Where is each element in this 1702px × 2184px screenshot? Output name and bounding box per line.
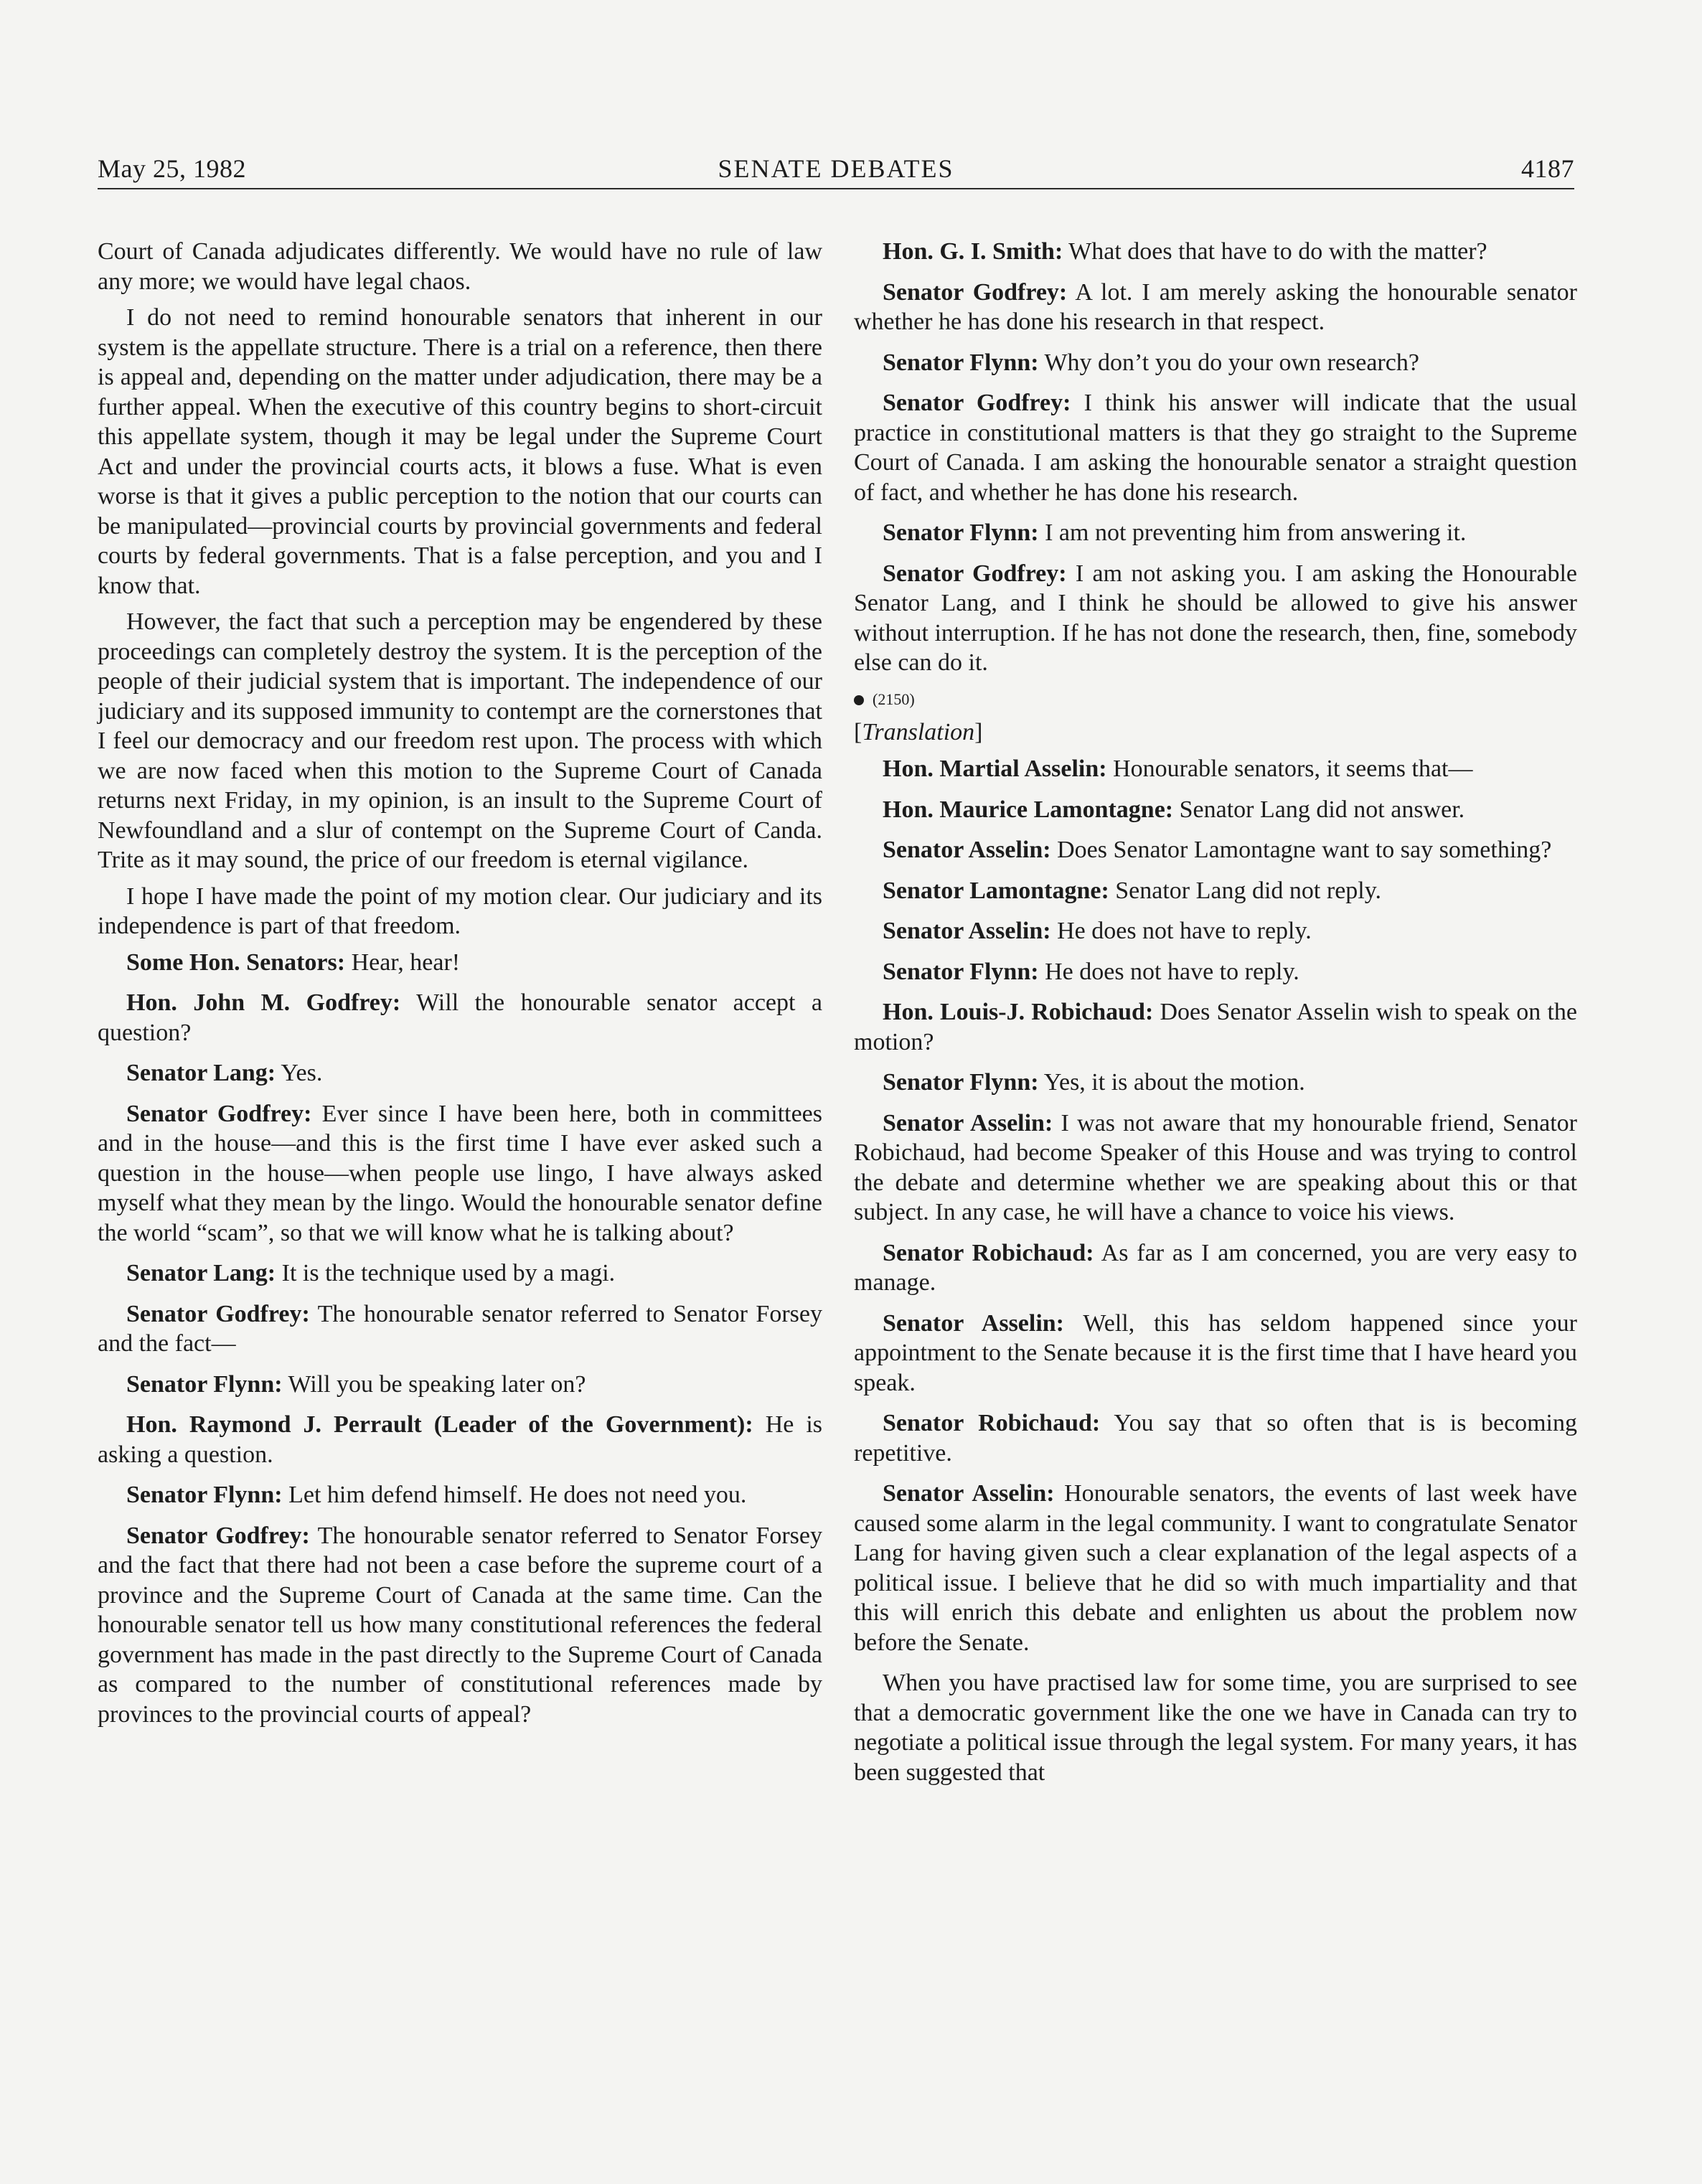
speaker-name: Senator Flynn: bbox=[126, 1482, 283, 1508]
text-paragraph bbox=[98, 237, 822, 296]
speaker-name: Senator Godfrey: bbox=[126, 1522, 310, 1549]
paragraph-text: Ever since I have been here, both in committees and in the house—and this is the first time I have ever asked such a question in the house—when people use lingo, I have always asked myself what they mean by the lingo. Would the honourable senator define the world “scam”, so that we will know what he is talking about? bbox=[98, 1100, 823, 1246]
speaker-name: Senator Robichaud: bbox=[883, 1410, 1101, 1436]
speaker-name: Hon. Maurice Lamontagne: bbox=[883, 796, 1174, 823]
paragraph-text: Well, this has seldom happened since your appointment to the Senate because it is the first time that I have heard you speak. bbox=[854, 1309, 1577, 1396]
text-paragraph bbox=[98, 607, 822, 875]
paragraph-text: He does not have to reply. bbox=[1057, 918, 1312, 944]
speaker-name: Senator Asselin: bbox=[883, 918, 1051, 944]
paragraph-text: Will the honourable senator accept a question? bbox=[98, 989, 823, 1046]
speaker-name: Hon. John M. Godfrey: bbox=[126, 989, 401, 1016]
paragraph-text: Court of Canada adjudicates differently. We would have no rule of law any more; we would have legal chaos. bbox=[98, 238, 822, 295]
speech-paragraph bbox=[98, 1480, 822, 1510]
paragraph-text: However, the fact that such a perception may be engendered by these proceedings can completely destroy the system. It is the perception of the people of their judicial system that is important. The independence of our judiciary and its supposed immunity to contempt are the cornerstones that I feel our democracy and our freedom rest upon. The process with which we are now faced when this motion to the Supreme Court of Canada returns next Friday, in my opinion, is an insult to the Supreme Court of Newfoundland and a slur of contempt on the Supreme Court of Canda. Trite as it may sound, the price of our freedom is eternal vigilance. bbox=[98, 608, 822, 873]
paragraph-text: Honourable senators, the events of last week have caused some alarm in the legal community. I want to congratulate Senator Lang for having given such a clear explanation of the legal aspects of a political issue. I believe that he did so with much impartiality and that this will enrich this debate and enlighten us about the problem now before the Senate. bbox=[854, 1480, 1577, 1656]
paragraph-text: I am not asking you. I am asking the Honourable Senator Lang, and I think he should be allowed to give his answer without interruption. If he has not done the research, then, fine, somebody else can do it. bbox=[854, 560, 1578, 676]
paragraph-text: Yes. bbox=[281, 1060, 323, 1086]
speech-paragraph bbox=[854, 795, 1577, 825]
speaker-name: Hon. Raymond J. Perrault (Leader of the Government): bbox=[126, 1411, 753, 1438]
paragraph-text: Hear, hear! bbox=[351, 949, 461, 976]
speech-paragraph bbox=[854, 348, 1577, 378]
speaker-name: Hon. G. I. Smith: bbox=[883, 238, 1063, 265]
speech-paragraph bbox=[854, 1238, 1577, 1298]
speech-paragraph bbox=[854, 1109, 1577, 1228]
speech-paragraph bbox=[854, 518, 1577, 548]
speaker-name: Senator Asselin: bbox=[883, 837, 1051, 863]
speech-paragraph bbox=[98, 1410, 822, 1469]
speaker-name: Senator Lang: bbox=[126, 1260, 276, 1286]
speech-paragraph bbox=[854, 997, 1577, 1057]
paragraph-text: Will you be speaking later on? bbox=[288, 1370, 586, 1398]
header-title: SENATE DEBATES bbox=[718, 154, 954, 183]
translation-label: Translation bbox=[862, 718, 975, 745]
paragraph-text: Does Senator Asselin wish to speak on the motion? bbox=[854, 999, 1577, 1055]
speech-paragraph bbox=[854, 876, 1577, 906]
speaker-name: Hon. Louis-J. Robichaud: bbox=[883, 999, 1154, 1025]
paragraph-text: Let him defend himself. He does not need you. bbox=[288, 1482, 747, 1508]
speaker-name: Senator Asselin: bbox=[883, 1109, 1053, 1136]
speaker-name: Senator Robichaud: bbox=[883, 1239, 1094, 1266]
header-page-number: 4187 bbox=[1521, 154, 1574, 183]
speaker-name: Senator Flynn: bbox=[883, 1069, 1039, 1096]
speech-paragraph bbox=[98, 948, 822, 978]
paragraph-text: When you have practised law for some time, you are surprised to see that a democratic government like the one we have in Canada can try to negotiate a political issue through the legal system. For many years, it has been suggested that bbox=[854, 1670, 1577, 1786]
speech-paragraph bbox=[854, 278, 1577, 337]
speaker-name: Senator Godfrey: bbox=[883, 390, 1071, 416]
paragraph-text: You say that so often that is is becoming repetitive. bbox=[854, 1410, 1577, 1467]
speaker-name: Senator Asselin: bbox=[883, 1309, 1065, 1337]
speaker-name: Hon. Martial Asselin: bbox=[883, 756, 1107, 782]
speech-paragraph bbox=[98, 1299, 822, 1359]
paragraph-text: Why don’t you do your own research? bbox=[1044, 349, 1419, 376]
paragraph-text: A lot. I am merely asking the honourable senator whether he has done his research in that respect. bbox=[854, 278, 1578, 335]
speech-paragraph bbox=[854, 1479, 1577, 1657]
speech-paragraph bbox=[98, 1058, 822, 1088]
paragraph-text: He is asking a question. bbox=[98, 1411, 822, 1468]
speaker-name: Senator Lamontagne: bbox=[883, 877, 1109, 904]
text-paragraph bbox=[854, 1668, 1577, 1787]
bullet-icon bbox=[854, 695, 864, 705]
paragraph-text: The honourable senator referred to Senator Forsey and the fact that there had not been a case before the supreme court of a province and the Supreme Court of Canada at the same time. Can the honourable senator tell us how many constitutional references the federal government has made in the past directly to the Supreme Court of Canada as compared to the number of constitutional references made by provinces to the provincial courts of appeal? bbox=[98, 1522, 822, 1728]
speaker-name: Senator Flynn: bbox=[883, 958, 1039, 985]
speech-paragraph bbox=[854, 835, 1577, 865]
speaker-name: Some Hon. Senators: bbox=[126, 949, 346, 976]
speech-paragraph bbox=[98, 988, 822, 1048]
speaker-name: Senator Lang: bbox=[126, 1060, 276, 1086]
speech-paragraph bbox=[98, 1370, 822, 1400]
paragraph-text: I am not preventing him from answering it. bbox=[1045, 519, 1467, 546]
speech-paragraph bbox=[854, 1408, 1577, 1468]
speech-paragraph bbox=[98, 1258, 822, 1289]
paragraph-text: I hope I have made the point of my motion clear. Our judiciary and its independence is part of that freedom. bbox=[98, 882, 822, 939]
right-column bbox=[854, 237, 1577, 1798]
left-column bbox=[98, 237, 822, 1740]
paragraph-text: Yes, it is about the motion. bbox=[1043, 1069, 1305, 1096]
time-marker-text: (2150) bbox=[873, 689, 915, 708]
speaker-name: Senator Flynn: bbox=[883, 349, 1039, 376]
translation-heading: [Translation] bbox=[854, 718, 983, 745]
speech-paragraph bbox=[854, 388, 1577, 507]
speaker-name: Senator Godfrey: bbox=[126, 1300, 310, 1327]
paragraph-text: Senator Lang did not answer. bbox=[1179, 796, 1465, 823]
paragraph-text: I think his answer will indicate that the usual practice in constitutional matters is that they go straight to the Supreme Court of Canada. I am asking the honourable senator a straight question of fact, and whether he has done his research. bbox=[854, 390, 1578, 506]
paragraph-text: He does not have to reply. bbox=[1045, 958, 1299, 985]
speech-paragraph bbox=[854, 559, 1577, 678]
speaker-name: Senator Flynn: bbox=[126, 1370, 283, 1398]
paragraph-text: As far as I am concerned, you are very easy to manage. bbox=[854, 1239, 1578, 1296]
speech-paragraph bbox=[854, 1309, 1577, 1398]
paragraph-text: It is the technique used by a magi. bbox=[281, 1260, 616, 1286]
right-column-part-b bbox=[854, 754, 1577, 1787]
speech-paragraph bbox=[854, 754, 1577, 784]
speech-paragraph bbox=[98, 1099, 822, 1248]
text-paragraph bbox=[98, 303, 822, 601]
speaker-name: Senator Godfrey: bbox=[883, 560, 1067, 587]
speech-paragraph bbox=[98, 1521, 822, 1730]
time-marker bbox=[854, 689, 1577, 710]
paragraph-text: The honourable senator referred to Senator Forsey and the fact— bbox=[98, 1300, 822, 1357]
header-date: May 25, 1982 bbox=[98, 154, 246, 183]
speaker-name: Senator Flynn: bbox=[883, 519, 1039, 546]
speaker-name: Senator Asselin: bbox=[883, 1480, 1055, 1507]
paragraph-text: I was not aware that my honourable friend, Senator Robichaud, had become Speaker of this House and was trying to control the debate and determine whether we are speaking about this or that subject. In any case, he will have a chance to voice his views. bbox=[854, 1109, 1578, 1225]
speech-paragraph bbox=[854, 916, 1577, 946]
speech-paragraph bbox=[854, 1068, 1577, 1098]
right-column-part-a bbox=[854, 237, 1577, 678]
paragraph-text: I do not need to remind honourable senators that inherent in our system is the appellate structure. There is a trial on a reference, then there is appeal and, depending on the matter under adjudication, there may be a further appeal. When the executive of this country begins to short-circuit this appellate system, though it may be legal under the Supreme Court Act and under the provincial courts acts, it blows a fuse. What is even worse is that it gives a public perception to the notion that our courts can be manipulated—provincial courts by provincial governments and federal courts by federal governments. That is a false perception, and you and I know that. bbox=[98, 304, 822, 599]
page-header bbox=[98, 152, 1574, 189]
paragraph-text: Does Senator Lamontagne want to say something? bbox=[1057, 837, 1552, 863]
speaker-name: Senator Godfrey: bbox=[883, 278, 1068, 306]
speaker-name: Senator Godfrey: bbox=[126, 1100, 312, 1127]
paragraph-text: Senator Lang did not reply. bbox=[1115, 877, 1382, 904]
text-paragraph bbox=[98, 882, 822, 941]
paragraph-text: What does that have to do with the matter? bbox=[1068, 238, 1487, 265]
paragraph-text: Honourable senators, it seems that— bbox=[1113, 756, 1473, 782]
speech-paragraph bbox=[854, 957, 1577, 987]
speech-paragraph bbox=[854, 237, 1577, 267]
